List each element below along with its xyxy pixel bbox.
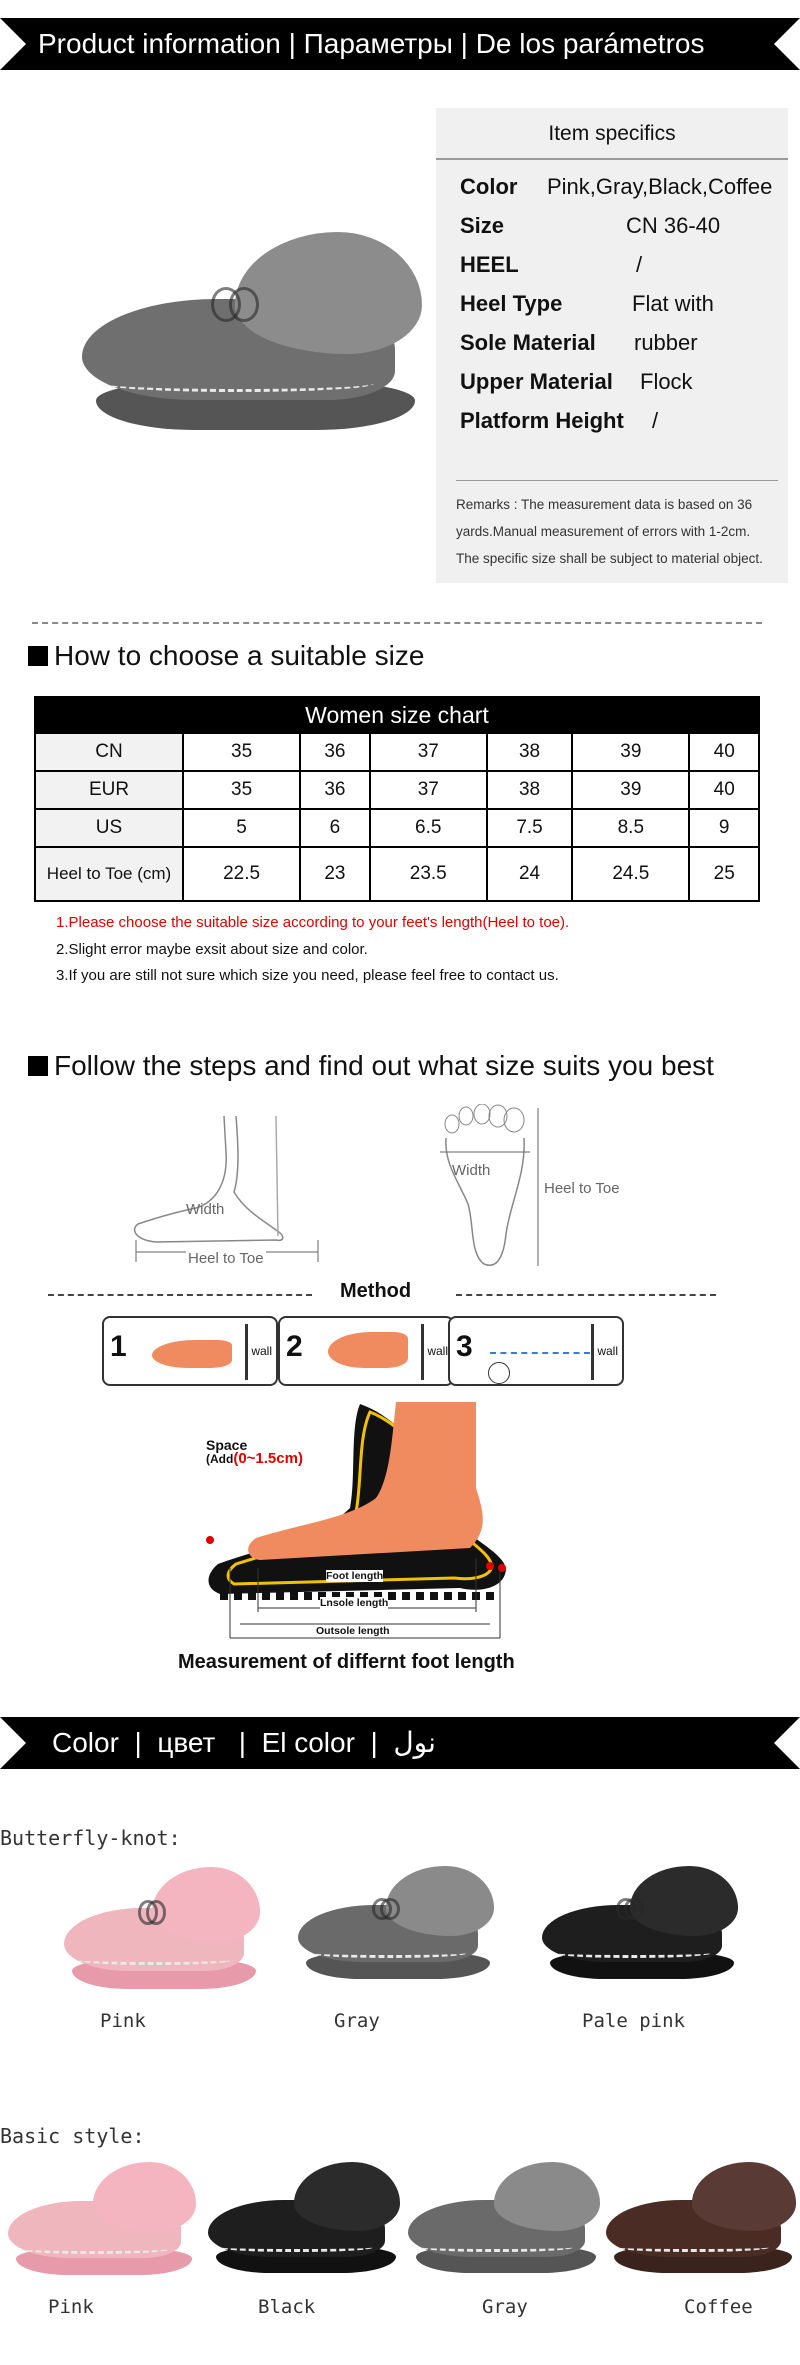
butterfly-heading: Butterfly-knot: bbox=[0, 1826, 181, 1850]
size-note-1: 1.Please choose the suitable size according to your feet's length(Heel to toe). bbox=[56, 914, 570, 931]
spec-key: Sole Material bbox=[460, 330, 596, 355]
step-number: 3 bbox=[456, 1330, 473, 1363]
square-bullet-icon bbox=[28, 1056, 48, 1076]
table-cell: 24 bbox=[487, 847, 572, 901]
row-label: US bbox=[35, 809, 183, 847]
table-cell: 37 bbox=[370, 771, 487, 809]
spec-key: Platform Height bbox=[460, 408, 624, 433]
product-info-banner bbox=[0, 18, 800, 70]
row-label: Heel to Toe (cm) bbox=[35, 847, 183, 901]
table-cell: 35 bbox=[183, 771, 300, 809]
table-cell: 8.5 bbox=[572, 809, 689, 847]
shoe-fur bbox=[386, 1866, 494, 1936]
table-cell: 36 bbox=[300, 733, 370, 771]
shoe-basic-coffee bbox=[606, 2160, 796, 2278]
bow-icon bbox=[211, 287, 259, 316]
spec-key: Size bbox=[460, 213, 505, 238]
square-bullet-icon bbox=[28, 646, 48, 666]
outsole-length-label: Outsole length bbox=[316, 1625, 390, 1637]
shoe-fur bbox=[630, 1866, 738, 1936]
butterfly-label-2: Gray bbox=[334, 2010, 380, 2032]
side-heel-to-toe-label: Heel to Toe bbox=[188, 1250, 264, 1267]
shoe-fur bbox=[494, 2162, 600, 2230]
top-view-foot-diagram bbox=[440, 1104, 550, 1274]
row-label: EUR bbox=[35, 771, 183, 809]
step-1-card bbox=[102, 1316, 278, 1386]
table-cell: 39 bbox=[572, 771, 689, 809]
remarks bbox=[456, 480, 778, 572]
spec-value: CN 36-40 bbox=[626, 213, 721, 238]
table-cell: 24.5 bbox=[572, 847, 689, 901]
ruler-icon bbox=[488, 1362, 510, 1384]
top-width-label: Width bbox=[452, 1162, 491, 1179]
color-es: El color bbox=[261, 1727, 355, 1758]
table-cell: 37 bbox=[370, 733, 487, 771]
table-cell: 38 bbox=[487, 771, 572, 809]
table-cell: 5 bbox=[183, 809, 300, 847]
method-divider-left bbox=[48, 1294, 312, 1296]
step-3-card bbox=[448, 1316, 624, 1386]
color-en: Color bbox=[52, 1727, 119, 1758]
table-cell: 23.5 bbox=[370, 847, 487, 901]
foot-icon bbox=[328, 1332, 408, 1368]
banner-left-arrow-icon bbox=[0, 18, 26, 70]
spec-row-color bbox=[460, 172, 773, 202]
table-cell: 38 bbox=[487, 733, 572, 771]
main-product-image bbox=[82, 228, 422, 438]
shoe-basic-black bbox=[208, 2160, 400, 2278]
spec-value: / bbox=[636, 252, 643, 277]
space-add-prefix: (Add bbox=[206, 1452, 234, 1466]
row-label: CN bbox=[35, 733, 183, 771]
basic-heading: Basic style: bbox=[0, 2124, 145, 2148]
size-chart-table bbox=[34, 696, 760, 902]
spec-value: / bbox=[652, 408, 659, 433]
table-row bbox=[35, 733, 759, 771]
size-chart-title: Women size chart bbox=[35, 697, 759, 733]
table-row bbox=[35, 847, 759, 901]
remarks-line: The specific size shall be subject to material object. bbox=[456, 551, 763, 566]
shoe-stitching bbox=[19, 2244, 169, 2254]
wall-label: wall bbox=[251, 1344, 272, 1358]
table-cell: 7.5 bbox=[487, 809, 572, 847]
step-2-card bbox=[278, 1316, 454, 1386]
foot-length-label: Foot length bbox=[326, 1570, 384, 1582]
butterfly-label-1: Pink bbox=[100, 2010, 146, 2032]
shoe-butterfly-pink bbox=[64, 1864, 260, 1994]
spec-row-size bbox=[460, 211, 721, 241]
basic-label-4: Coffee bbox=[684, 2296, 753, 2318]
spec-value: rubber bbox=[634, 330, 698, 355]
measurement-caption: Measurement of differnt foot length bbox=[178, 1651, 515, 1673]
steps-section-heading bbox=[28, 1050, 714, 1082]
spec-row-heel-type bbox=[460, 289, 714, 319]
bow-icon bbox=[616, 1898, 643, 1915]
size-note-3: 3.If you are still not sure which size you need, please feel free to contact us. bbox=[56, 967, 559, 984]
table-cell: 6 bbox=[300, 809, 370, 847]
remarks-line: yards.Manual measurement of errors with 1-2cm. bbox=[456, 524, 751, 539]
shoe-stitching bbox=[310, 1948, 467, 1958]
space-label bbox=[206, 1438, 303, 1466]
banner-right-arrow-icon bbox=[774, 1717, 800, 1769]
table-cell: 36 bbox=[300, 771, 370, 809]
shoe-stitching bbox=[617, 2243, 769, 2252]
table-cell: 6.5 bbox=[370, 809, 487, 847]
foot-icon bbox=[152, 1340, 232, 1368]
shoe-fur bbox=[692, 2162, 797, 2230]
shoe-basic-pink bbox=[8, 2160, 196, 2280]
basic-label-1: Pink bbox=[48, 2296, 94, 2318]
wall-bar bbox=[245, 1324, 248, 1380]
banner-title: Color | цвет | El color | نول bbox=[52, 1727, 436, 1758]
table-cell: 22.5 bbox=[183, 847, 300, 901]
item-specifics-title: Item specifics bbox=[436, 108, 788, 160]
spec-row-upper-material bbox=[460, 367, 693, 397]
spec-value: Flock bbox=[640, 369, 693, 394]
spec-key: Heel Type bbox=[460, 291, 563, 316]
wall-bar bbox=[421, 1324, 424, 1380]
spec-row-heel bbox=[460, 250, 643, 280]
space-add bbox=[206, 1452, 303, 1466]
banner-title: Product information | Параметры | De los parámetros bbox=[38, 28, 705, 59]
table-cell: 39 bbox=[572, 733, 689, 771]
wall-label: wall bbox=[427, 1344, 448, 1358]
step-number: 1 bbox=[110, 1330, 127, 1363]
shoe-stitching bbox=[420, 2243, 574, 2252]
table-cell: 40 bbox=[689, 733, 759, 771]
shoe-stitching bbox=[220, 2243, 374, 2252]
measure-line bbox=[490, 1352, 590, 1354]
wall-bar bbox=[591, 1324, 594, 1380]
shoe-stitching bbox=[102, 375, 374, 392]
butterfly-label-3: Pale pink bbox=[582, 2010, 685, 2032]
table-cell: 25 bbox=[689, 847, 759, 901]
spec-key: Upper Material bbox=[460, 369, 613, 394]
spec-key: Color bbox=[460, 174, 518, 199]
spec-row-sole-material bbox=[460, 328, 698, 358]
steps-heading-text: Follow the steps and find out what size suits you best bbox=[54, 1050, 714, 1081]
method-divider-right bbox=[456, 1294, 716, 1296]
size-heading-text: How to choose a suitable size bbox=[54, 640, 425, 671]
table-row bbox=[35, 809, 759, 847]
section-divider bbox=[32, 622, 762, 624]
space-title: Space bbox=[206, 1437, 248, 1453]
item-specifics-panel bbox=[436, 108, 788, 583]
shoe-butterfly-gray bbox=[298, 1864, 494, 1984]
size-section-heading bbox=[28, 640, 424, 672]
spec-value: Pink,Gray,Black,Coffee bbox=[547, 174, 773, 199]
color-ru: цвет bbox=[157, 1727, 216, 1758]
spec-value: Flat with bbox=[632, 291, 714, 316]
bow-icon bbox=[138, 1900, 165, 1918]
wall-label: wall bbox=[597, 1344, 618, 1358]
bow-icon bbox=[372, 1898, 399, 1915]
side-width-label: Width bbox=[186, 1201, 225, 1218]
insole-length-label: Lnsole length bbox=[320, 1597, 389, 1609]
size-note-2: 2.Slight error maybe exsit about size and color. bbox=[56, 941, 368, 958]
table-cell: 23 bbox=[300, 847, 370, 901]
shoe-butterfly-black bbox=[542, 1864, 738, 1984]
table-cell: 40 bbox=[689, 771, 759, 809]
banner-left-arrow-icon bbox=[0, 1717, 26, 1769]
shoe-fur bbox=[235, 232, 422, 354]
color-banner bbox=[0, 1717, 800, 1769]
shoe-stitching bbox=[554, 1948, 711, 1958]
method-title: Method bbox=[340, 1280, 412, 1302]
color-ar: نول bbox=[393, 1727, 436, 1758]
remarks-line: Remarks : The measurement data is based on 36 bbox=[456, 497, 753, 512]
spec-key: HEEL bbox=[460, 252, 519, 277]
top-heel-to-toe-label: Heel to Toe bbox=[544, 1180, 620, 1197]
shoe-basic-gray bbox=[408, 2160, 600, 2278]
step-number: 2 bbox=[286, 1330, 303, 1363]
shoe-fur bbox=[294, 2162, 400, 2230]
space-add-value: (0~1.5cm) bbox=[233, 1450, 303, 1467]
table-row bbox=[35, 771, 759, 809]
basic-label-3: Gray bbox=[482, 2296, 528, 2318]
shoe-fur bbox=[152, 1867, 260, 1942]
spec-row-platform-height bbox=[460, 406, 659, 436]
insole-measurement-diagram bbox=[200, 1398, 520, 1648]
table-cell: 35 bbox=[183, 733, 300, 771]
basic-label-2: Black bbox=[258, 2296, 316, 2318]
table-cell: 9 bbox=[689, 809, 759, 847]
shoe-fur bbox=[93, 2162, 196, 2232]
banner-right-arrow-icon bbox=[774, 18, 800, 70]
